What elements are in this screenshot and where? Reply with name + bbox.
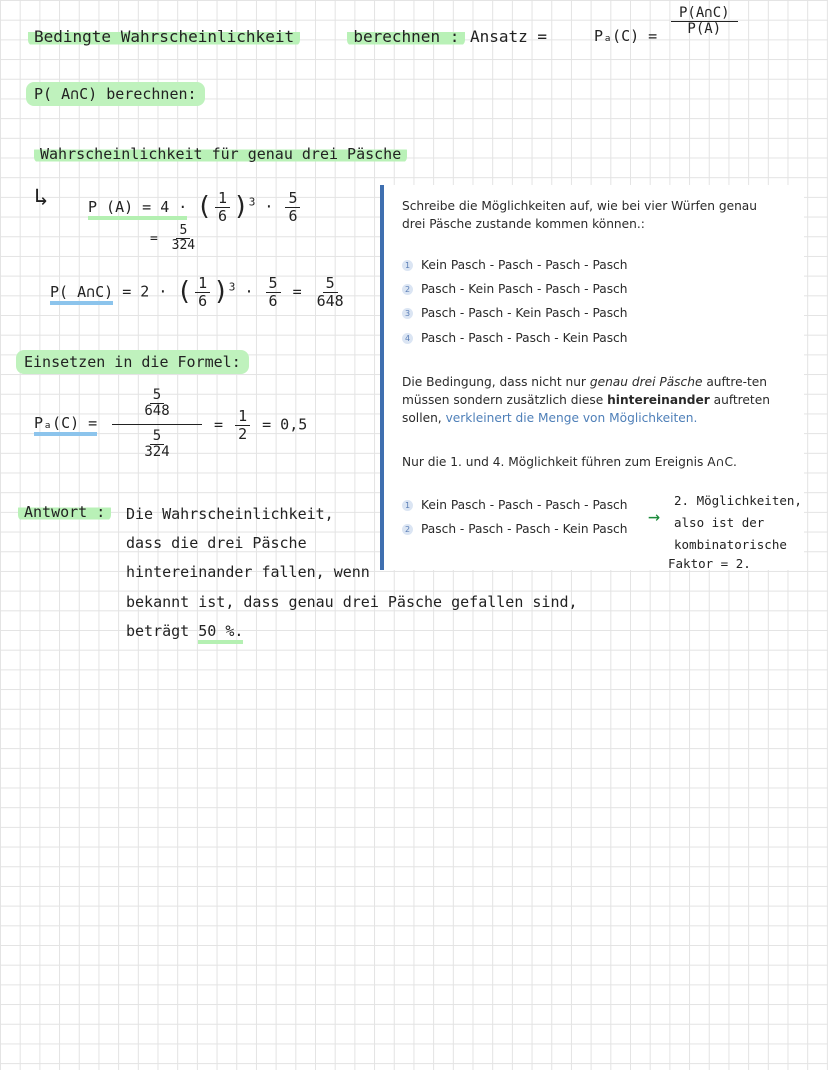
arrow-icon: ↳ xyxy=(34,183,49,211)
pa-lhs: P (A) = 4 · xyxy=(88,198,187,220)
pa-eq: = xyxy=(150,231,158,247)
formula-fraction xyxy=(668,6,741,38)
answer-label xyxy=(18,503,111,521)
list-item xyxy=(402,258,627,272)
pa-dot: · xyxy=(264,197,274,216)
pa-inner-den: 6 xyxy=(218,206,228,225)
answer-label-text: Antwort : xyxy=(18,503,111,521)
option-number: 2 xyxy=(402,524,413,535)
answer-line4: bekannt ist, dass genau drei Päsche gefallen sind, xyxy=(126,593,578,611)
option-number: 2 xyxy=(402,284,413,295)
cond-e: auftreten sollen, xyxy=(402,393,770,425)
bot-den: 324 xyxy=(144,444,170,461)
pa-res-num: 5 xyxy=(176,224,190,239)
step3-lhs-text: Pₐ(C) = xyxy=(34,414,97,436)
step3-compound-fraction xyxy=(112,388,202,461)
option-text: Pasch - Pasch - Kein Pasch - Pasch xyxy=(421,306,628,320)
option-text: Pasch - Pasch - Pasch - Kein Pasch xyxy=(421,331,628,345)
cond-d: hintereinander xyxy=(607,393,710,407)
list-item xyxy=(402,522,627,536)
answer-line5-a: beträgt xyxy=(126,622,190,640)
pa-exp: 3 xyxy=(248,195,256,209)
pac-res-den: 648 xyxy=(316,291,344,310)
option-text: Kein Pasch - Pasch - Pasch - Pasch xyxy=(421,498,628,512)
answer-line5-b: 50 %. xyxy=(198,622,243,644)
answer-line3: hintereinander fallen, wenn xyxy=(126,563,370,581)
option-number: 3 xyxy=(402,308,413,319)
option-number: 4 xyxy=(402,333,413,344)
title-rest: berechnen : xyxy=(347,27,465,46)
box-intro: Schreibe die Möglichkeiten auf, wie bei vier Würfen genau drei Päsche zustande kommen können.: xyxy=(402,199,758,231)
option-number: 1 xyxy=(402,260,413,271)
side-note-line4: Faktor = 2. xyxy=(668,556,751,571)
side-note-line3: kombinatorische xyxy=(674,537,787,552)
pac-exp: 3 xyxy=(228,280,236,294)
cond-c: auftre-ten müssen sondern zusätzlich diese xyxy=(402,375,768,407)
step3-label xyxy=(16,353,249,371)
pac-f-den: 6 xyxy=(268,291,278,310)
formula-denominator: P(A) xyxy=(687,21,722,38)
side-note-line1: 2. Möglichkeiten, xyxy=(674,493,802,508)
box-only: Nur die 1. und 4. Möglichkeit führen zum Ereignis A∩C. xyxy=(402,455,737,469)
cond-f: verkleinert die Menge von Möglichkeiten. xyxy=(445,411,698,425)
answer-line1: Die Wahrscheinlichkeit, xyxy=(126,505,334,523)
pa-f-den: 6 xyxy=(288,206,298,225)
box-condition xyxy=(402,373,777,427)
pac-lhs: P( A∩C) xyxy=(50,283,113,305)
res-dec: = 0,5 xyxy=(262,415,308,434)
cond-b: genau drei Päsche xyxy=(589,375,703,389)
ansatz-label: Ansatz = xyxy=(470,27,548,46)
pac-equation: P( A∩C) = 2 · ( $\frac{1}{6}$ )$^3$ · $\frac{5}{6}$ = $\frac{5}{648}$ xyxy=(50,275,350,309)
side-arrow-icon: → xyxy=(648,504,661,528)
option-text: Pasch - Kein Pasch - Pasch - Pasch xyxy=(421,282,628,296)
pa-equation: P (A) = 4 · ( $\frac{1}{6}$ )$^3$ · $\frac{5}{6}$ xyxy=(88,190,303,224)
step1-label xyxy=(26,85,205,103)
answer-line5 xyxy=(126,622,243,640)
cond-a: Die Bedingung, dass nicht nur xyxy=(402,375,590,389)
list-item xyxy=(402,498,627,512)
pac-inner-den: 6 xyxy=(198,291,208,310)
option-text: Pasch - Pasch - Pasch - Kein Pasch xyxy=(421,522,628,536)
step2-text: Wahrscheinlichkeit für genau drei Päsche xyxy=(34,145,407,163)
top-den: 648 xyxy=(144,403,170,420)
formula-lhs: Pₐ(C) = xyxy=(594,27,658,45)
option-number: 1 xyxy=(402,500,413,511)
res-num: 1 xyxy=(235,408,250,426)
pac-eq: = 2 · xyxy=(122,282,168,301)
page-title xyxy=(28,27,465,46)
answer-line2: dass die drei Päsche xyxy=(126,534,307,552)
pac-dot: · xyxy=(244,282,254,301)
pa-res-den: 324 xyxy=(171,238,196,254)
side-note-line2: also ist der xyxy=(674,515,765,530)
list-item xyxy=(402,331,627,345)
step2-label xyxy=(34,145,407,163)
step3-text: Einsetzen in die Formel: xyxy=(16,350,249,374)
step1-text: P( A∩C) berechnen: xyxy=(26,82,205,106)
list-item xyxy=(402,282,627,296)
res-den: 2 xyxy=(238,424,248,443)
formula-numerator: P(A∩C) xyxy=(671,6,738,22)
pac-f-num: 5 xyxy=(266,275,281,293)
option-text: Kein Pasch - Pasch - Pasch - Pasch xyxy=(421,258,628,272)
title-text: Bedingte Wahrscheinlichkeit xyxy=(28,27,300,46)
list-item xyxy=(402,306,627,320)
pac-eq2: = xyxy=(292,282,302,301)
pa-result xyxy=(150,224,201,254)
pac-res-num: 5 xyxy=(323,275,338,293)
pac-inner-num: 1 xyxy=(195,275,210,293)
pa-inner-num: 1 xyxy=(215,190,230,208)
step3-result xyxy=(214,408,307,442)
step3-lhs xyxy=(34,414,97,432)
explanation-box xyxy=(380,185,804,570)
top-num: 5 xyxy=(150,388,164,404)
pa-f-num: 5 xyxy=(285,190,300,208)
step3-eq: = xyxy=(214,415,224,434)
bot-num: 5 xyxy=(150,429,164,445)
